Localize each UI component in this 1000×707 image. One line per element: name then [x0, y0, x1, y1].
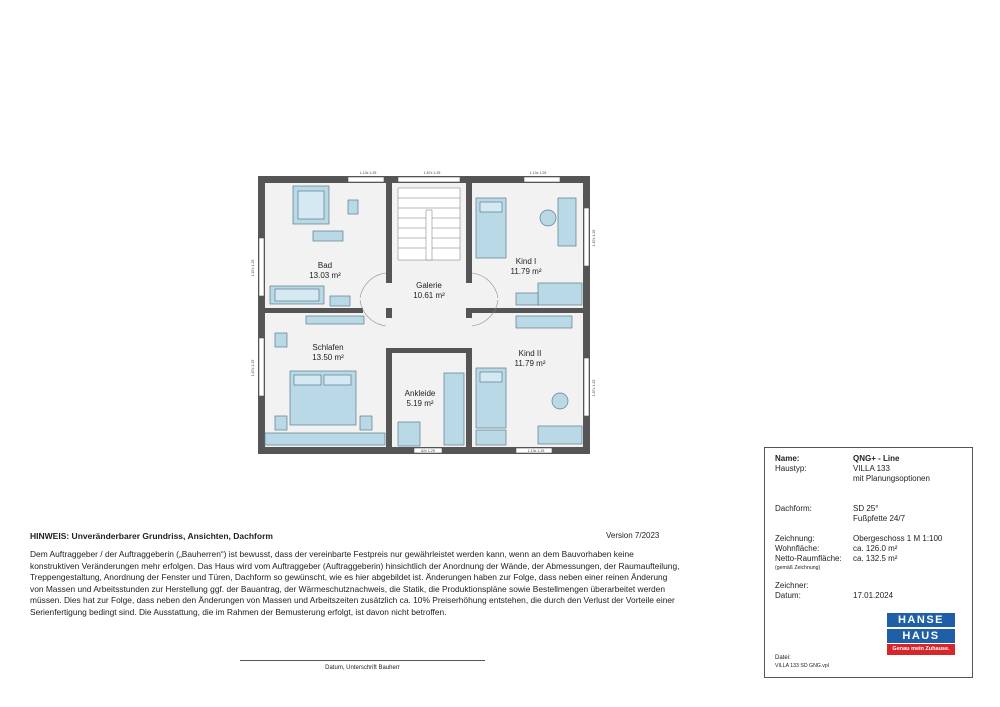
chair-2	[552, 393, 568, 409]
sink	[330, 296, 350, 306]
room-area: 13.03 m²	[309, 271, 341, 280]
zeichner-label: Zeichner:	[775, 581, 809, 590]
dimension-label: 1.13x 1.25	[527, 449, 545, 453]
notice-version: Version 7/2023	[606, 531, 660, 540]
name-value: QNG+ - Line	[853, 454, 900, 463]
dimension-label: 1.87x 1.25	[251, 259, 255, 277]
logo-line-1: HANSE	[887, 613, 955, 627]
netto-label: Netto-Raumfläche:	[775, 554, 842, 563]
dimension-label: 1.87x 1.25	[592, 379, 596, 397]
room-name: Kind I	[515, 257, 537, 266]
desk	[558, 198, 576, 246]
room-area: 5.19 m²	[406, 399, 434, 408]
staircase	[398, 188, 460, 260]
room-area: 13.50 m²	[312, 353, 344, 362]
room-name: Schlafen	[312, 343, 344, 352]
wardrobe-k2	[516, 316, 572, 328]
room-name: Ankleide	[404, 389, 436, 398]
dimension-label: 1.87x 1.25	[592, 229, 596, 247]
haustyp-value: VILLA 133	[853, 464, 890, 473]
logo-tagline: Genau mein Zuhause.	[887, 644, 955, 655]
datei-label: Datei:	[775, 655, 791, 661]
dressing-table	[306, 316, 364, 324]
chair	[540, 210, 556, 226]
zeichnung-label: Zeichnung:	[775, 534, 815, 543]
logo-line-2: HAUS	[887, 629, 955, 643]
wardrobe-k1	[538, 283, 582, 305]
room-area: 11.79 m²	[514, 359, 546, 368]
room-name: Kind II	[518, 349, 542, 358]
datum-label: Datum:	[775, 591, 801, 600]
netto-note: (gemäß Zeichnung)	[775, 565, 821, 571]
room-area: 10.61 m²	[413, 291, 445, 300]
zeichnung-value: Obergeschoss 1 M 1:100	[853, 534, 943, 543]
washbasin	[313, 231, 343, 241]
dimension-label: 1.87x 1.25	[251, 359, 255, 377]
signature-label: Datum, Unterschrift Bauherr	[325, 665, 400, 671]
room-name: Bad	[317, 261, 333, 270]
datum-value: 17.01.2024	[853, 591, 894, 600]
toilet	[348, 200, 358, 214]
title-block	[764, 447, 973, 678]
dachform-value: SD 25°	[853, 504, 879, 513]
dachform-value-2: Fußpfette 24/7	[853, 514, 906, 523]
wardrobe	[265, 433, 385, 445]
floor-plan	[248, 168, 598, 458]
nightstand-right	[360, 416, 372, 430]
notice-title: HINWEIS: Unveränderbarer Grundriss, Ansichten, Dachform	[30, 531, 273, 541]
haustyp-value-2: mit Planungsoptionen	[853, 474, 930, 483]
room-area: 11.79 m²	[510, 267, 542, 276]
notice-body: Dem Auftraggeber / der Auftraggeberin („Bauherren“) ist bewusst, dass der vereinbarte Festpreis nur gewährleistet werden kann, wenn an dem Bauvorhaben keine konstruktiven Veränderungen mehr erfolgen. Das Haus wird vom Auftraggeber (Auftraggeberin) hinsichtlich der Anordnung der Wände, der Abmessungen, der Raumaufteilung, Treppengestaltung, Anordnung der Fenster und Türen, Dachform so gewünscht, wie es hier abgebildet ist. Änderungen haben zur Folge, dass neben einer reinen Änderung von Massen und Arbeitsstunden zur Herstellung ggf. der Bauantrag, der Wärmeschutznachweis, die Statik, die Produktionspläne sowie Bestellmengen überarbeitet werden müssen. Dies hat zur Folge, dass neben den Änderungen von Massen und Arbeitszeiten zusätzlich ca. 10% Preiserhöhung entstehen, die durch den Verlust der Vorteile einer Serienfertigung bedingt sind. Die Ausstattung, die im Rahmen der Bemusterung erfolgt, ist davon nicht betroffen.	[30, 549, 680, 617]
haustyp-label: Haustyp:	[775, 464, 807, 473]
desk-2	[538, 426, 582, 444]
nightstand-left	[275, 416, 287, 430]
netto-value: ca. 132.5 m²	[853, 554, 898, 563]
hanse-haus-logo	[887, 611, 955, 660]
wohnflaeche-value: ca. 126.0 m²	[853, 544, 898, 553]
armchair	[275, 333, 287, 347]
dimension-label: 62x 1.25	[421, 449, 435, 453]
dachform-label: Dachform:	[775, 504, 812, 513]
datei-value: VILLA 133 SD GNG.vpl	[775, 663, 829, 669]
dimension-label: 1.13x 1.25	[359, 171, 377, 175]
signature-line	[240, 660, 485, 661]
name-label: Name:	[775, 454, 800, 463]
room-name: Galerie	[416, 281, 442, 290]
dimension-label: 1.87x 1.25	[423, 171, 441, 175]
wohnflaeche-label: Wohnfläche:	[775, 544, 820, 553]
dimension-label: 1.13x 1.25	[529, 171, 547, 175]
